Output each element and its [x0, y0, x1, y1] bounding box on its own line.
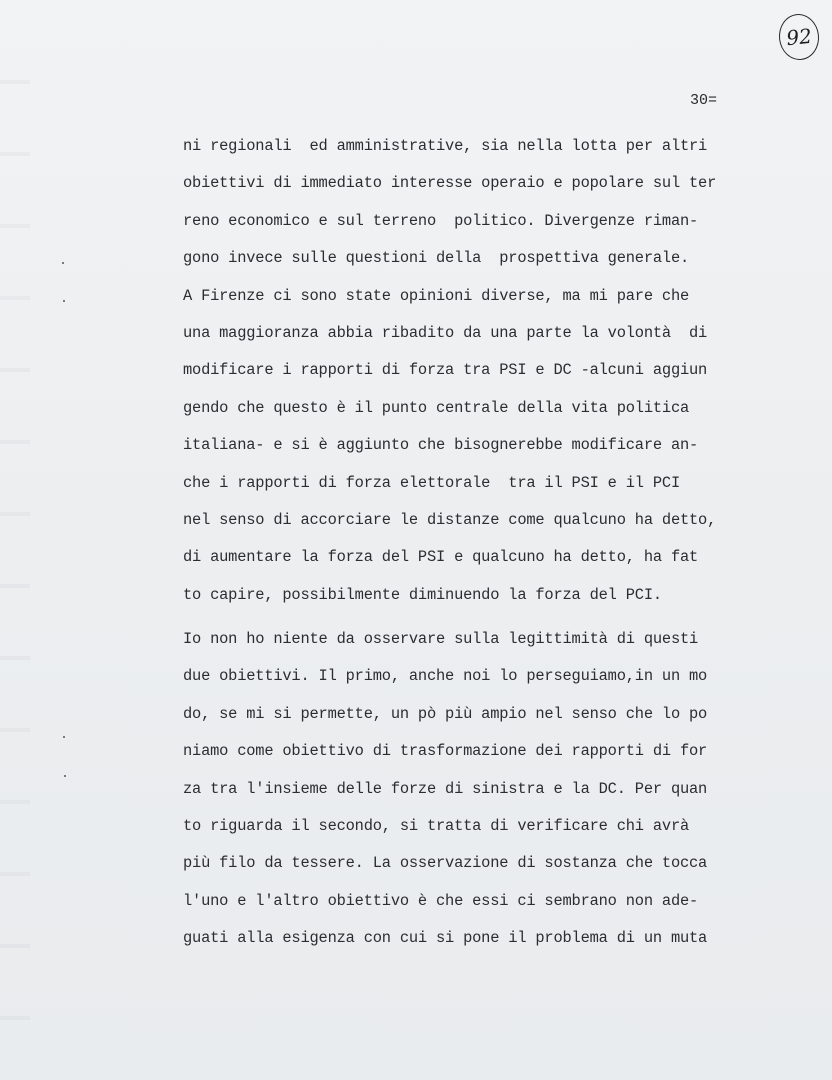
text-line: gono invece sulle questioni della prospettiva generale.	[183, 249, 690, 268]
text-line: una maggioranza abbia ribadito da una parte la volontà di	[183, 323, 708, 342]
margin-mark	[63, 736, 65, 738]
text-line: italiana- e si è aggiunto che bisognerebbe modificare an-	[183, 436, 699, 455]
text-line: obiettivi di immediato interesse operaio e popolare sul ter	[183, 174, 717, 193]
text-line: do, se mi si permette, un pò più ampio nel senso che lo po	[183, 704, 708, 723]
text-line: ni regionali ed amministrative, sia nella lotta per altri	[183, 137, 708, 155]
text-line: A Firenze ci sono state opinioni diverse, ma mi pare che	[183, 286, 690, 305]
typed-page-number: 30=	[690, 92, 718, 109]
show-through-margin	[0, 40, 30, 1040]
paragraph-gap	[183, 614, 823, 621]
text-line: gendo che questo è il punto centrale della vita politica	[183, 398, 690, 417]
text-line: Io non ho niente da osservare sulla legittimità di questi	[183, 630, 699, 649]
paragraph-2	[183, 621, 823, 958]
text-line: più filo da tessere. La osservazione di sostanza che tocca	[183, 854, 708, 873]
margin-mark	[62, 262, 64, 264]
margin-mark	[63, 300, 65, 302]
paragraph-1	[183, 128, 823, 614]
text-line: nel senso di accorciare le distanze come qualcuno ha detto,	[183, 510, 717, 529]
text-line: che i rapporti di forza elettorale tra il PSI e il PCI	[183, 473, 680, 492]
body-text	[183, 128, 823, 958]
text-line: due obiettivi. Il primo, anche noi lo perseguiamo,in un mo	[183, 667, 708, 686]
text-line: di aumentare la forza del PSI e qualcuno ha detto, ha fat	[183, 548, 699, 567]
circled-page-number: 92	[777, 12, 822, 62]
margin-mark	[64, 775, 66, 777]
text-line: l'uno e l'altro obiettivo è che essi ci sembrano non ade-	[183, 891, 699, 910]
text-line: za tra l'insieme delle forze di sinistra e la DC. Per quan	[183, 779, 708, 798]
text-line: modificare i rapporti di forza tra PSI e DC -alcuni aggiun	[183, 361, 708, 380]
text-line: guati alla esigenza con cui si pone il problema di un muta	[183, 929, 708, 948]
text-line: to capire, possibilmente diminuendo la forza del PCI.	[183, 585, 662, 604]
text-line: reno economico e sul terreno politico. Divergenze riman-	[183, 211, 699, 230]
text-line: niamo come obiettivo di trasformazione dei rapporti di for	[183, 742, 708, 761]
text-line: to riguarda il secondo, si tratta di verificare chi avrà	[183, 817, 690, 836]
